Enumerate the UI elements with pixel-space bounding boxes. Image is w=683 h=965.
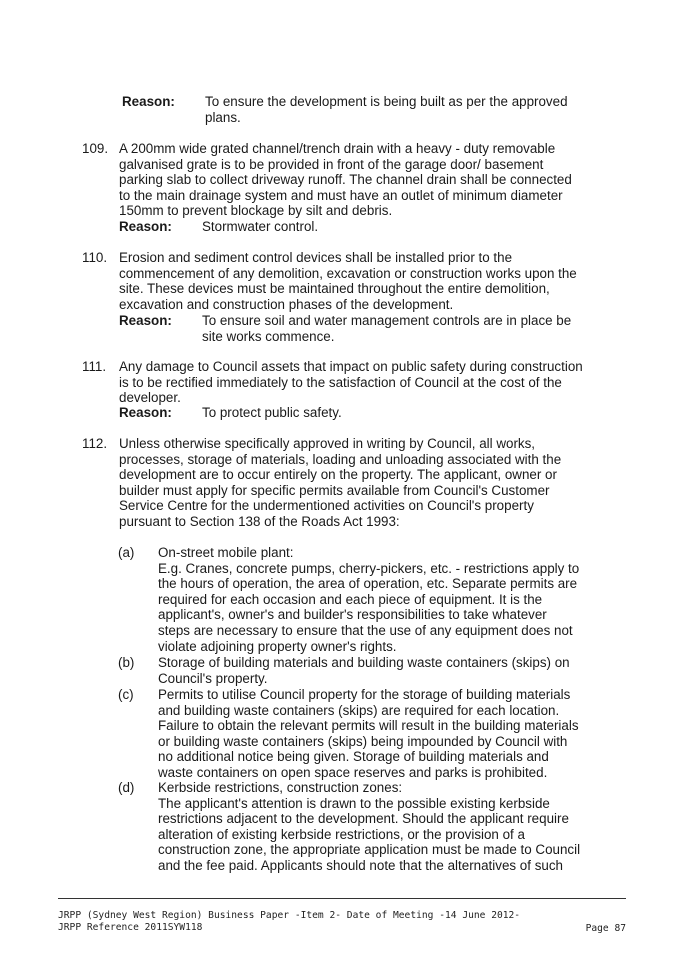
item-reason xyxy=(119,219,599,235)
subitem-body xyxy=(158,780,594,874)
text-line: site. These devices must be maintained throughout the entire demolition, xyxy=(119,281,550,297)
subitem-letter: (d) xyxy=(118,780,135,795)
reason-label: Reason: xyxy=(119,313,172,328)
reason-text: To ensure the development is being built as per the approved xyxy=(205,94,568,109)
text-line: E.g. Cranes, concrete pumps, cherry-pickers, etc. - restrictions apply to xyxy=(158,560,580,576)
text-line: applicant's, owner's and builder's responsibilities to take whatever xyxy=(158,607,547,623)
text-line: commencement of any demolition, excavation or construction works upon the xyxy=(119,265,577,281)
text-line: Service Centre for the undermentioned activities on Council's property xyxy=(119,498,534,514)
item-number: 109. xyxy=(82,141,109,156)
reason-text: plans. xyxy=(205,110,241,125)
subitem-body xyxy=(158,545,594,654)
text-line: or building waste containers (skips) being impounded by Council with xyxy=(158,733,568,749)
text-line: Storage of building materials and building waste containers (skips) on xyxy=(158,655,570,670)
reason-label: Reason: xyxy=(119,219,172,234)
text-line: to the main drainage system and must have an outlet of minimum diameter xyxy=(119,187,563,203)
reason-label: Reason: xyxy=(122,94,175,109)
text-line: waste containers on open space reserves and parks is prohibited. xyxy=(158,764,548,780)
item-body xyxy=(119,436,599,530)
text-line: alteration of existing kerbside restrictions, or the provision of a xyxy=(158,826,525,842)
text-line: A 200mm wide grated channel/trench drain with a heavy - duty removable xyxy=(119,141,556,156)
reason-label: Reason: xyxy=(119,405,172,420)
text-line: steps are necessary to ensure that the use of any equipment does not xyxy=(158,622,573,638)
text-line: The applicant's attention is drawn to the possible existing kerbside xyxy=(158,795,550,811)
text-line: pursuant to Section 138 of the Roads Act 1993: xyxy=(119,513,400,529)
footer-meeting-line: JRPP (Sydney West Region) Business Paper -Item 2- Date of Meeting -14 June 2012- xyxy=(58,910,521,921)
reason-text: To protect public safety. xyxy=(202,405,342,420)
subitem-letter: (b) xyxy=(118,655,135,670)
text-line: processes, storage of materials, loading and unloading associated with the xyxy=(119,451,562,467)
reason-text: site works commence. xyxy=(202,328,335,344)
footer-reference-line: JRPP Reference 2011SYW118 xyxy=(58,922,203,933)
text-line: parking slab to collect driveway runoff. The channel drain shall be connected xyxy=(119,172,572,188)
text-line: and the fee paid. Applicants should note that the alternatives of such xyxy=(158,857,563,873)
item-body xyxy=(119,141,599,219)
text-line: Kerbside restrictions, construction zones: xyxy=(158,780,403,795)
item-body xyxy=(119,359,599,406)
text-line: Permits to utilise Council property for the storage of building materials xyxy=(158,687,571,702)
text-line: violate adjoining property owner's rights. xyxy=(158,638,397,654)
text-line: required for each occasion and each piece of equipment. It is the xyxy=(158,591,543,607)
text-line: development are to occur entirely on the property. The applicant, owner or xyxy=(119,467,557,483)
text-line: On-street mobile plant: xyxy=(158,545,294,560)
text-line: is to be rectified immediately to the satisfaction of Council at the cost of the xyxy=(119,374,562,390)
item-number: 112. xyxy=(82,436,108,451)
text-line: galvanised grate is to be provided in front of the garage door/ basement xyxy=(119,156,544,172)
text-line: no additional notice being given. Storage of building materials and xyxy=(158,749,549,765)
text-line: Unless otherwise specifically approved in writing by Council, all works, xyxy=(119,436,536,451)
page-number: Page 87 xyxy=(585,923,626,934)
item-reason xyxy=(119,313,599,344)
text-line: excavation and construction phases of the development. xyxy=(119,296,454,312)
text-line: construction zone, the appropriate application must be made to Council xyxy=(158,842,581,858)
item-reason xyxy=(119,405,599,421)
text-line: restrictions adjacent to the development. Should the applicant require xyxy=(158,811,569,827)
text-line: Failure to obtain the relevant permits will result in the building materials xyxy=(158,718,579,734)
text-line: 150mm to prevent blockage by silt and debris. xyxy=(119,203,393,219)
subitem-body xyxy=(158,655,594,686)
footer-divider xyxy=(58,898,626,899)
reason-text: To ensure soil and water management controls are in place be xyxy=(202,313,572,328)
subitem-letter: (a) xyxy=(118,545,135,560)
item-body xyxy=(119,250,599,312)
item-number: 111. xyxy=(82,359,107,374)
text-line: and building waste containers (skips) are required for each location. xyxy=(158,702,560,718)
subitem-letter: (c) xyxy=(118,687,134,702)
text-line: developer. xyxy=(119,390,181,406)
page-footer xyxy=(58,910,626,934)
text-line: builder must apply for specific permits available from Council's Customer xyxy=(119,482,550,498)
text-line: Erosion and sediment control devices shall be installed prior to the xyxy=(119,250,513,265)
text-line: Council's property. xyxy=(158,670,268,686)
reason-text: Stormwater control. xyxy=(202,219,319,234)
text-line: the hours of operation, the area of operation, etc. Separate permits are xyxy=(158,576,578,592)
text-line: Any damage to Council assets that impact on public safety during construction xyxy=(119,359,583,374)
subitem-body xyxy=(158,687,594,781)
item-number: 110. xyxy=(82,250,108,265)
